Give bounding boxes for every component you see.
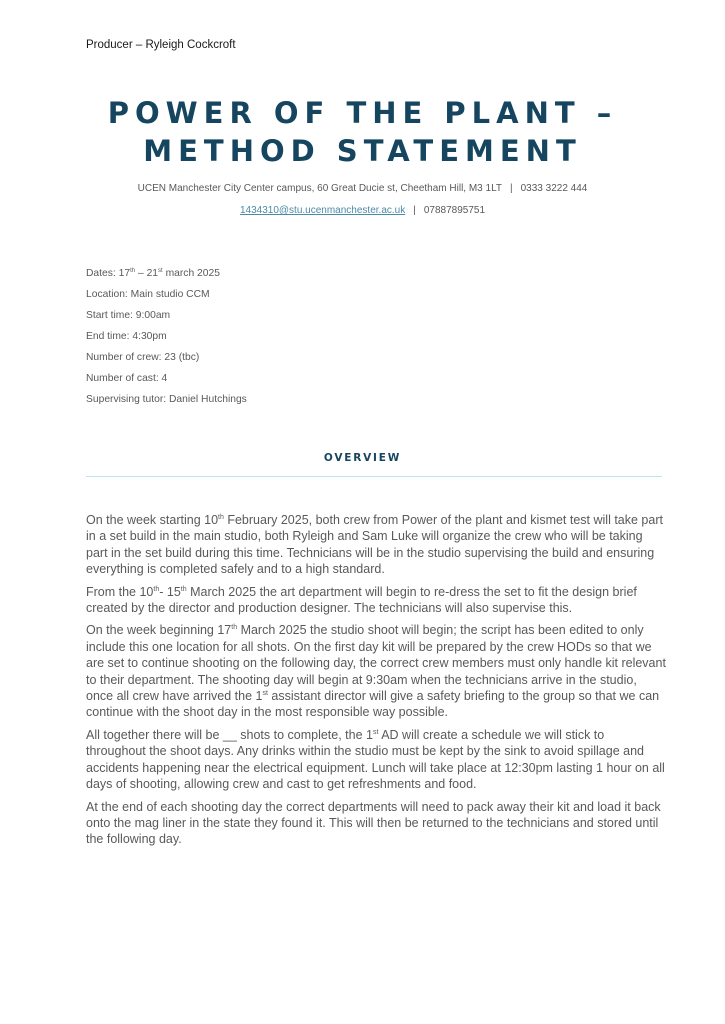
detail-cast-count: Number of cast: 4 — [86, 373, 168, 384]
phone: 0333 3222 444 — [520, 183, 588, 194]
title-line-2: METHOD STATEMENT — [143, 134, 582, 168]
separator: | — [510, 183, 513, 194]
title-line-1: POWER OF THE PLANT – — [107, 96, 618, 130]
contact-email-line — [0, 205, 725, 216]
overview-heading: OVERVIEW — [323, 452, 402, 464]
paragraph-pack-away: At the end of each shooting day the correct departments will need to pack away their kit and load it back onto the mag liner in the state they found it. This will then be returned to the technicians and stored until the following day. — [86, 799, 661, 847]
mobile: 07887895751 — [423, 205, 486, 216]
paragraph-art-department: From the 10th- 15th March 2025 the art department will begin to re-dress the set to fit the design brief created by the director and production designer. The technicians will also supervise this. — [86, 584, 637, 616]
paragraph-set-build: On the week starting 10th February 2025, both crew from Power of the plant and kismet test will take part in a set build in the main studio, both Ryleigh and Sam Luke will organize the crew who will be taking part in the set build during this time. Technicians will be in the studio supervising the build and ensuring everything is completed safely and to a high standard. — [86, 513, 663, 577]
detail-end-time: End time: 4:30pm — [86, 331, 167, 342]
contact-address-line — [0, 183, 725, 194]
overview-body — [86, 512, 666, 854]
paragraph-schedule: All together there will be __ shots to complete, the 1st AD will create a schedule we will stick to throughout the shoot days. Any drinks within the studio must be kept by the sink to avoid spillage and accidents happening near the electrical equipment. Lunch will take place at 12:30pm lasting 1 hour on all days of shooting, allowing crew and cast to get refreshments and food. — [86, 727, 665, 792]
address: UCEN Manchester City Center campus, 60 Great Ducie st, Cheetham Hill, M3 1LT — [137, 183, 503, 194]
email-link[interactable]: 1434310@stu.ucenmanchester.ac.uk — [239, 205, 406, 216]
section-divider — [86, 476, 662, 477]
detail-dates: Dates: 17th – 21st march 2025 — [86, 268, 220, 279]
detail-tutor: Supervising tutor: Daniel Hutchings — [86, 394, 247, 405]
producer-header: Producer – Ryleigh Cockcroft — [86, 39, 236, 51]
document-title — [0, 94, 725, 170]
paragraph-studio-shoot: On the week beginning 17th March 2025 the studio shoot will begin; the script has been edited to only include this one location for all shots. On the first day kit will be prepared by the crew HODs so that we are set to continue shooting on the following day, the correct crew members must only handle kit relevant to their department. The shooting day will begin at 9:30am when the technicians arrive in the studio, once all crew have arrived the 1st assistant director will give a safety briefing to the group so that we can continue with the shoot day in the most responsible way possible. — [86, 623, 666, 720]
detail-crew-count: Number of crew: 23 (tbc) — [86, 352, 200, 363]
shoot-details — [86, 267, 247, 414]
separator: | — [413, 205, 416, 216]
detail-start-time: Start time: 9:00am — [86, 310, 171, 321]
detail-location: Location: Main studio CCM — [86, 289, 210, 300]
